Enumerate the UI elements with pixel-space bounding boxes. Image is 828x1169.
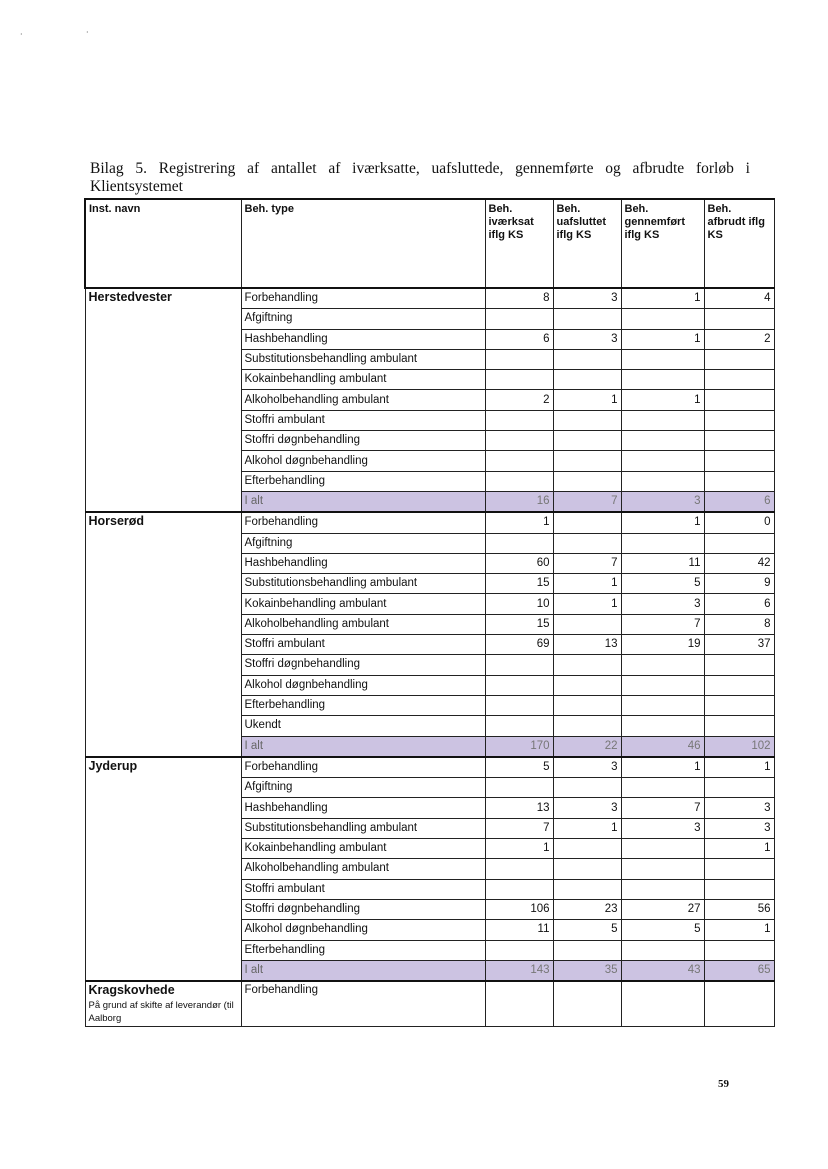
value-cell: 1 [704, 839, 774, 859]
value-cell [485, 370, 553, 390]
value-cell [485, 716, 553, 736]
value-cell: 15 [485, 614, 553, 634]
treatment-type: Alkoholbehandling ambulant [241, 390, 485, 410]
value-cell: 1 [621, 329, 704, 349]
value-cell: 3 [704, 818, 774, 838]
institution-note: På grund af skifte af leverandør (til Aalborg [88, 1000, 234, 1025]
treatment-type: Alkoholbehandling ambulant [241, 614, 485, 634]
value-cell [621, 309, 704, 329]
value-cell [704, 309, 774, 329]
caption-word: gennemførte [515, 160, 594, 177]
value-cell: 6 [704, 594, 774, 614]
total-value: 102 [704, 736, 774, 757]
value-cell [704, 940, 774, 960]
value-cell [704, 879, 774, 899]
treatment-type: Afgiftning [241, 533, 485, 553]
value-cell [704, 390, 774, 410]
treatment-type: Alkohol døgnbehandling [241, 451, 485, 471]
value-cell [621, 839, 704, 859]
value-cell: 9 [704, 574, 774, 594]
value-cell [621, 349, 704, 369]
value-cell: 1 [621, 512, 704, 533]
total-value: 6 [704, 491, 774, 512]
value-cell [704, 981, 774, 1027]
value-cell [485, 655, 553, 675]
value-cell [553, 512, 621, 533]
treatment-type: Kokainbehandling ambulant [241, 370, 485, 390]
value-cell [553, 778, 621, 798]
value-cell [553, 309, 621, 329]
total-value: 7 [553, 491, 621, 512]
value-cell [553, 471, 621, 491]
treatment-type: Efterbehandling [241, 940, 485, 960]
value-cell: 10 [485, 594, 553, 614]
caption-word: afbrudte [632, 160, 685, 177]
caption-word: uafsluttede, [431, 160, 504, 177]
value-cell: 3 [621, 818, 704, 838]
value-cell: 11 [621, 553, 704, 573]
caption-word: af [328, 160, 341, 177]
value-cell [704, 778, 774, 798]
treatment-type: Kokainbehandling ambulant [241, 839, 485, 859]
value-cell [704, 655, 774, 675]
value-cell: 23 [553, 899, 621, 919]
treatment-type: Substitutionsbehandling ambulant [241, 818, 485, 838]
value-cell [621, 879, 704, 899]
value-cell [704, 349, 774, 369]
value-cell [485, 879, 553, 899]
value-cell: 7 [621, 614, 704, 634]
treatment-type: Forbehandling [241, 288, 485, 309]
value-cell [621, 981, 704, 1027]
value-cell: 1 [553, 594, 621, 614]
value-cell: 3 [621, 594, 704, 614]
value-cell: 106 [485, 899, 553, 919]
value-cell: 3 [553, 757, 621, 778]
header-treatment-type: Beh. type [241, 199, 485, 288]
treatment-type: Kokainbehandling ambulant [241, 594, 485, 614]
institution-name-text: Kragskovhede [88, 983, 175, 998]
value-cell: 2 [485, 390, 553, 410]
header-unfinished: Beh. uafsluttet iflg KS [553, 199, 621, 288]
value-cell: 5 [621, 574, 704, 594]
total-value: 143 [485, 960, 553, 981]
caption-word: Registrering [158, 160, 236, 177]
treatment-type: Efterbehandling [241, 695, 485, 715]
caption-word: antallet [270, 160, 317, 177]
total-value: 22 [553, 736, 621, 757]
value-cell [485, 695, 553, 715]
treatment-type: Hashbehandling [241, 798, 485, 818]
value-cell: 3 [553, 329, 621, 349]
header-inst-name: Inst. navn [85, 199, 241, 288]
table-row [85, 512, 774, 533]
caption-word: og [605, 160, 621, 177]
value-cell: 37 [704, 635, 774, 655]
value-cell [553, 879, 621, 899]
total-value: 35 [553, 960, 621, 981]
treatment-type: Stoffri ambulant [241, 879, 485, 899]
page-number: 59 [718, 1078, 729, 1090]
treatment-type: Alkoholbehandling ambulant [241, 859, 485, 879]
value-cell [704, 370, 774, 390]
caption-word: iværksatte, [352, 160, 420, 177]
value-cell: 5 [621, 920, 704, 940]
value-cell [621, 410, 704, 430]
value-cell [621, 370, 704, 390]
header-row [85, 199, 774, 288]
value-cell [553, 839, 621, 859]
treatment-type: Afgiftning [241, 309, 485, 329]
value-cell: 1 [621, 757, 704, 778]
value-cell [553, 370, 621, 390]
value-cell [553, 533, 621, 553]
value-cell: 3 [704, 798, 774, 818]
value-cell [485, 940, 553, 960]
value-cell: 1 [621, 390, 704, 410]
value-cell [553, 940, 621, 960]
value-cell [553, 716, 621, 736]
treatment-type: Substitutionsbehandling ambulant [241, 574, 485, 594]
value-cell: 7 [553, 553, 621, 573]
value-cell [553, 859, 621, 879]
value-cell [621, 940, 704, 960]
scan-speck: · [20, 30, 23, 39]
value-cell: 4 [704, 288, 774, 309]
total-value: 43 [621, 960, 704, 981]
treatment-type: Forbehandling [241, 512, 485, 533]
value-cell: 3 [553, 288, 621, 309]
value-cell [704, 451, 774, 471]
value-cell [621, 778, 704, 798]
institution-name: Jyderup [85, 757, 241, 981]
value-cell: 7 [485, 818, 553, 838]
caption-line-2: Klientsystemet [90, 178, 183, 195]
value-cell: 1 [485, 839, 553, 859]
value-cell [704, 859, 774, 879]
table-body [85, 288, 774, 1027]
institution-name: Herstedvester [85, 288, 241, 512]
institution-name [85, 981, 241, 1027]
value-cell [553, 431, 621, 451]
value-cell: 13 [553, 635, 621, 655]
value-cell [485, 349, 553, 369]
total-value: 46 [621, 736, 704, 757]
treatment-type: Hashbehandling [241, 553, 485, 573]
value-cell: 6 [485, 329, 553, 349]
treatment-type: Hashbehandling [241, 329, 485, 349]
value-cell [553, 695, 621, 715]
header-initiated: Beh. iværksat iflg KS [485, 199, 553, 288]
total-value: 65 [704, 960, 774, 981]
value-cell: 1 [553, 390, 621, 410]
treatment-type: Alkohol døgnbehandling [241, 920, 485, 940]
value-cell: 13 [485, 798, 553, 818]
value-cell [621, 675, 704, 695]
value-cell: 1 [553, 818, 621, 838]
value-cell: 5 [485, 757, 553, 778]
caption-word: Bilag [90, 160, 124, 177]
total-value: 16 [485, 491, 553, 512]
treatment-type: Forbehandling [241, 757, 485, 778]
treatment-type: Substitutionsbehandling ambulant [241, 349, 485, 369]
value-cell [485, 981, 553, 1027]
treatment-type: Stoffri døgnbehandling [241, 899, 485, 919]
value-cell [621, 533, 704, 553]
appendix-caption [90, 160, 750, 196]
caption-word: i [745, 160, 750, 177]
value-cell: 42 [704, 553, 774, 573]
value-cell [485, 431, 553, 451]
value-cell [485, 410, 553, 430]
treatment-type: Stoffri døgnbehandling [241, 655, 485, 675]
value-cell: 69 [485, 635, 553, 655]
value-cell: 1 [621, 288, 704, 309]
value-cell [485, 778, 553, 798]
value-cell [704, 533, 774, 553]
value-cell [553, 981, 621, 1027]
header-completed: Beh. gennemført iflg KS [621, 199, 704, 288]
total-value: 170 [485, 736, 553, 757]
treatment-type: Alkohol døgnbehandling [241, 675, 485, 695]
value-cell: 2 [704, 329, 774, 349]
value-cell: 8 [704, 614, 774, 634]
total-label: I alt [241, 960, 485, 981]
value-cell [704, 675, 774, 695]
treatment-type: Efterbehandling [241, 471, 485, 491]
value-cell [553, 675, 621, 695]
value-cell: 5 [553, 920, 621, 940]
total-value: 3 [621, 491, 704, 512]
value-cell [485, 675, 553, 695]
caption-word: af [247, 160, 260, 177]
value-cell [553, 451, 621, 471]
value-cell [553, 410, 621, 430]
value-cell [485, 533, 553, 553]
value-cell: 15 [485, 574, 553, 594]
value-cell [485, 471, 553, 491]
value-cell [553, 655, 621, 675]
value-cell [621, 471, 704, 491]
treatment-type: Ukendt [241, 716, 485, 736]
scan-speck: · [86, 28, 89, 37]
value-cell: 1 [704, 920, 774, 940]
treatment-type: Afgiftning [241, 778, 485, 798]
value-cell [621, 695, 704, 715]
value-cell: 1 [553, 574, 621, 594]
value-cell [621, 716, 704, 736]
total-label: I alt [241, 491, 485, 512]
value-cell [621, 431, 704, 451]
value-cell: 1 [485, 512, 553, 533]
table-row [85, 288, 774, 309]
value-cell: 8 [485, 288, 553, 309]
value-cell [704, 471, 774, 491]
value-cell [621, 859, 704, 879]
value-cell [621, 655, 704, 675]
value-cell: 0 [704, 512, 774, 533]
total-label: I alt [241, 736, 485, 757]
value-cell: 11 [485, 920, 553, 940]
caption-word: 5. [135, 160, 147, 177]
table-row [85, 757, 774, 778]
header-aborted: Beh. afbrudt iflg KS [704, 199, 774, 288]
value-cell: 19 [621, 635, 704, 655]
value-cell [485, 309, 553, 329]
value-cell: 3 [553, 798, 621, 818]
value-cell: 1 [704, 757, 774, 778]
value-cell [553, 349, 621, 369]
treatment-type: Stoffri ambulant [241, 635, 485, 655]
value-cell [704, 431, 774, 451]
registration-table [84, 198, 775, 1027]
value-cell: 27 [621, 899, 704, 919]
value-cell [704, 410, 774, 430]
treatment-type: Stoffri ambulant [241, 410, 485, 430]
value-cell [485, 451, 553, 471]
treatment-type: Stoffri døgnbehandling [241, 431, 485, 451]
value-cell [704, 716, 774, 736]
value-cell: 60 [485, 553, 553, 573]
institution-name: Horserød [85, 512, 241, 757]
value-cell: 7 [621, 798, 704, 818]
caption-word: forløb [695, 160, 734, 177]
value-cell: 56 [704, 899, 774, 919]
table-row [85, 981, 774, 1027]
value-cell [621, 451, 704, 471]
caption-line-1 [90, 160, 750, 178]
treatment-type: Forbehandling [241, 981, 485, 1027]
value-cell [704, 695, 774, 715]
value-cell [485, 859, 553, 879]
value-cell [553, 614, 621, 634]
